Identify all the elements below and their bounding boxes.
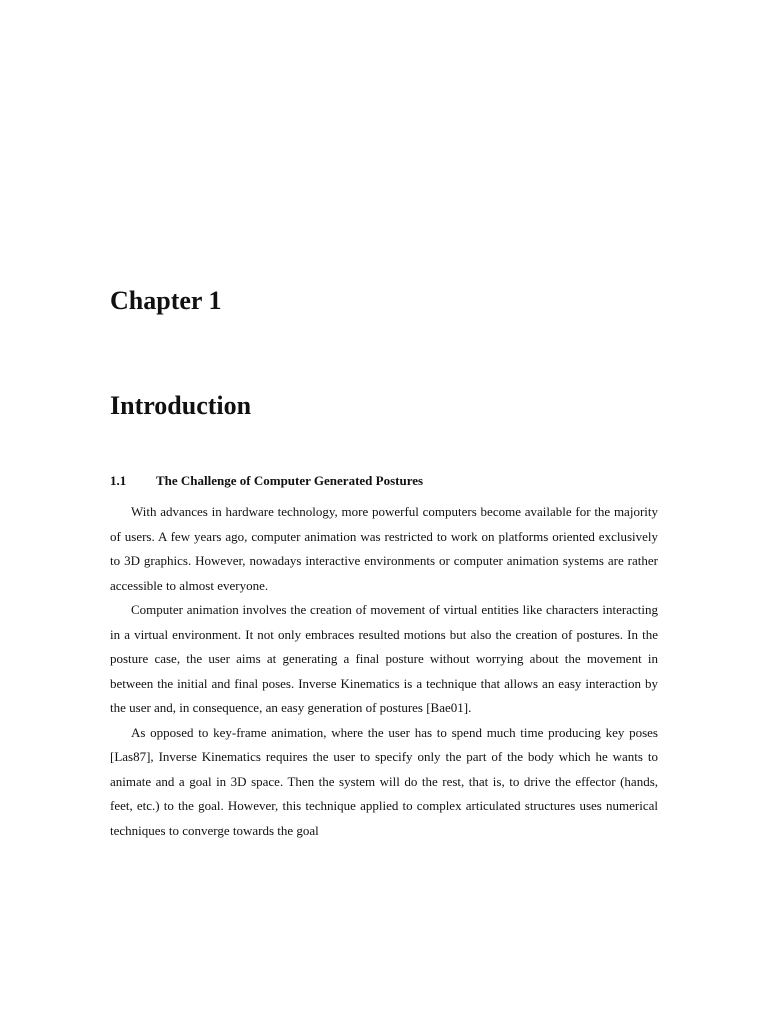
body-text bbox=[110, 500, 658, 843]
chapter-label: Chapter 1 bbox=[110, 286, 222, 315]
paragraph: As opposed to key-frame animation, where the user has to spend much time producing key poses [Las87], Inverse Kinematics requires the user to specify only the part of the body which he wants to animate and a goal in 3D space. Then the system will do the rest, that is, to drive the effector (hands, feet, etc.) to the goal. However, this technique applied to complex articulated structures uses numerical techniques to converge towards the goal bbox=[110, 724, 658, 838]
paragraph: Computer animation involves the creation of movement of virtual entities like characters interacting in a virtual environment. It not only embraces resulted motions but also the creation of postures. In the posture case, the user aims at generating a final posture without worrying about the movement in between the initial and final poses. Inverse Kinematics is a technique that allows an easy interaction by the user and, in consequence, an easy generation of postures [Bae01]. bbox=[110, 602, 658, 715]
section-number: 1.1 bbox=[110, 473, 127, 488]
section-heading bbox=[110, 472, 423, 490]
paragraph: With advances in hardware technology, more powerful computers become available for the majority of users. A few years ago, computer animation was restricted to work on platforms oriented exclusively to 3D graphics. However, nowadays interactive environments or computer animation systems are rather accessible to almost everyone. bbox=[110, 504, 658, 593]
chapter-title: Introduction bbox=[110, 391, 252, 420]
document-page bbox=[110, 0, 658, 1024]
section-title: The Challenge of Computer Generated Postures bbox=[156, 473, 424, 488]
